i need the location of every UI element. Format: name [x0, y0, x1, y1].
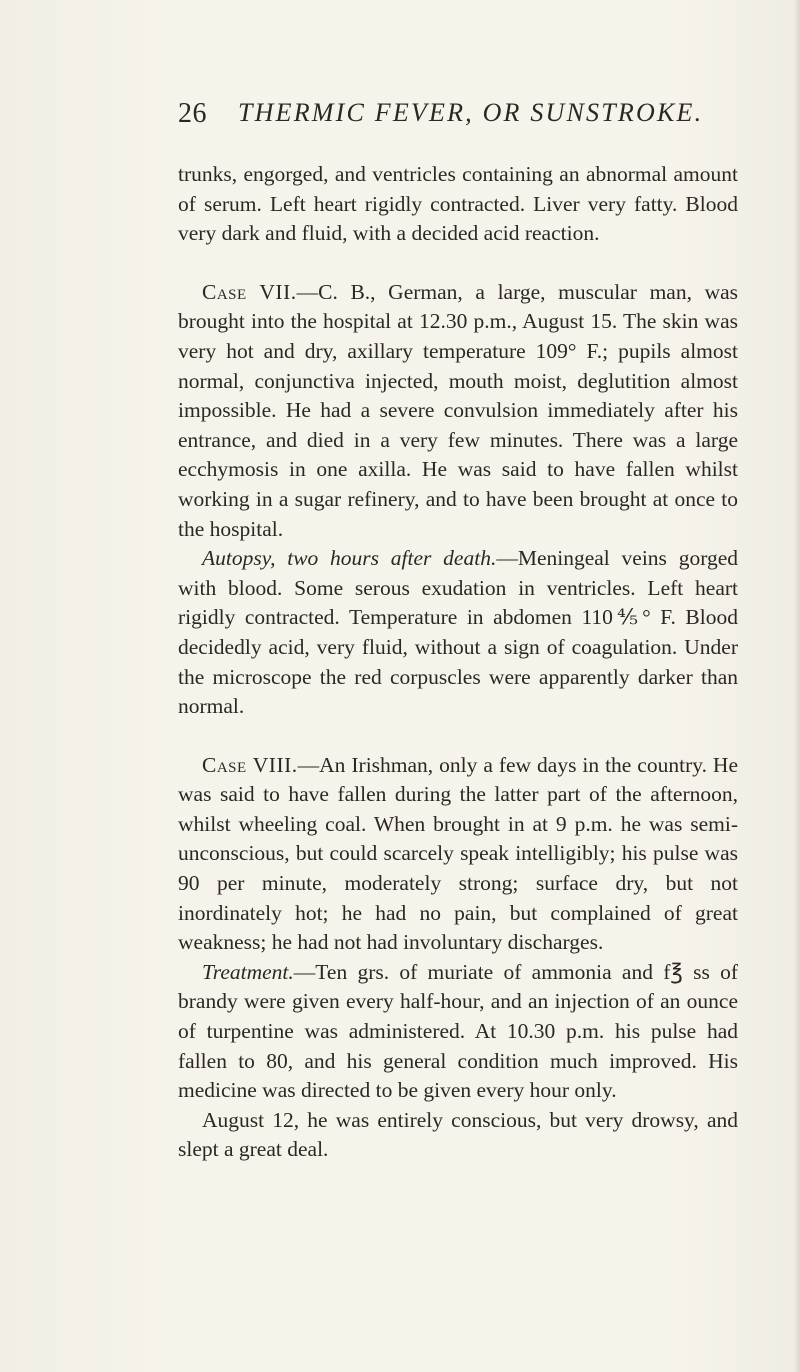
autopsy-label: Autopsy, two hours after death.: [202, 546, 497, 571]
paragraph-text: —An Irishman, only a few days in the country. He was said to have fallen during the latter part of the afternoon, whilst wheeling coal. When brought in at 9 p.m. he was semi-unconscious, but could scarcely speak intelligibly; his pulse was 90 per minute, moderately strong; surface dry, but not inordinately hot; he had no pain, but complained of great weakness; he had not had involuntary discharges.: [178, 752, 738, 955]
paragraph-treatment: [178, 958, 738, 1106]
case-label: Case VII.: [202, 279, 297, 304]
paragraph-text: —Meningeal veins gorged with blood. Some serous exudation in ventricles. Left heart rigidly contracted. Temperature in abdomen 110⅘° F. Blood decidedly acid, very fluid, without a sign of coagulation. Under the microscope the red corpuscles were apparently darker than normal.: [178, 546, 739, 719]
paragraph-case-vii: [178, 278, 738, 544]
paragraph-case-viii: [178, 751, 738, 958]
paragraph-text: —C. B., German, a large, muscular man, was brought into the hospital at 12.30 p.m., August 15. The skin was very hot and dry, axillary temperature 109° F.; pupils almost normal, conjunctiva injected, mouth moist, deglutition almost impossible. He had a severe convulsion immediately after his entrance, and died in a very few minutes. There was a large ecchymosis in one axilla. He was said to have fallen whilst working in a sugar refinery, and to have been brought at once to the hospital.: [178, 279, 739, 541]
running-head: THERMIC FEVER, OR SUNSTROKE.: [238, 98, 704, 127]
page-header: [178, 98, 738, 138]
page-edge-shadow: [794, 0, 800, 1372]
treatment-label: Treatment.: [202, 959, 294, 984]
paragraph-text: —Ten grs. of muriate of ammonia and f℥ ss of brandy were given every half-hour, and an injection of an ounce of turpentine was administered. At 10.30 p.m. his pulse had fallen to 80, and his general condition much improved. His medicine was directed to be given every hour only.: [178, 959, 738, 1103]
paragraph-text: trunks, engorged, and ventricles containing an abnormal amount of serum. Left heart rigidly contracted. Liver very fatty. Blood very dark and fluid, with a decided acid reaction.: [178, 162, 738, 246]
page-number: 26: [178, 98, 207, 129]
case-label: Case VIII.: [202, 752, 298, 777]
paragraph-autopsy: [178, 544, 738, 722]
paragraph-continuation: [178, 160, 738, 249]
paragraph-august-12: [178, 1106, 738, 1165]
body-text: [178, 160, 738, 1165]
paragraph-text: August 12, he was entirely conscious, but very drowsy, and slept a great deal.: [178, 1107, 738, 1162]
